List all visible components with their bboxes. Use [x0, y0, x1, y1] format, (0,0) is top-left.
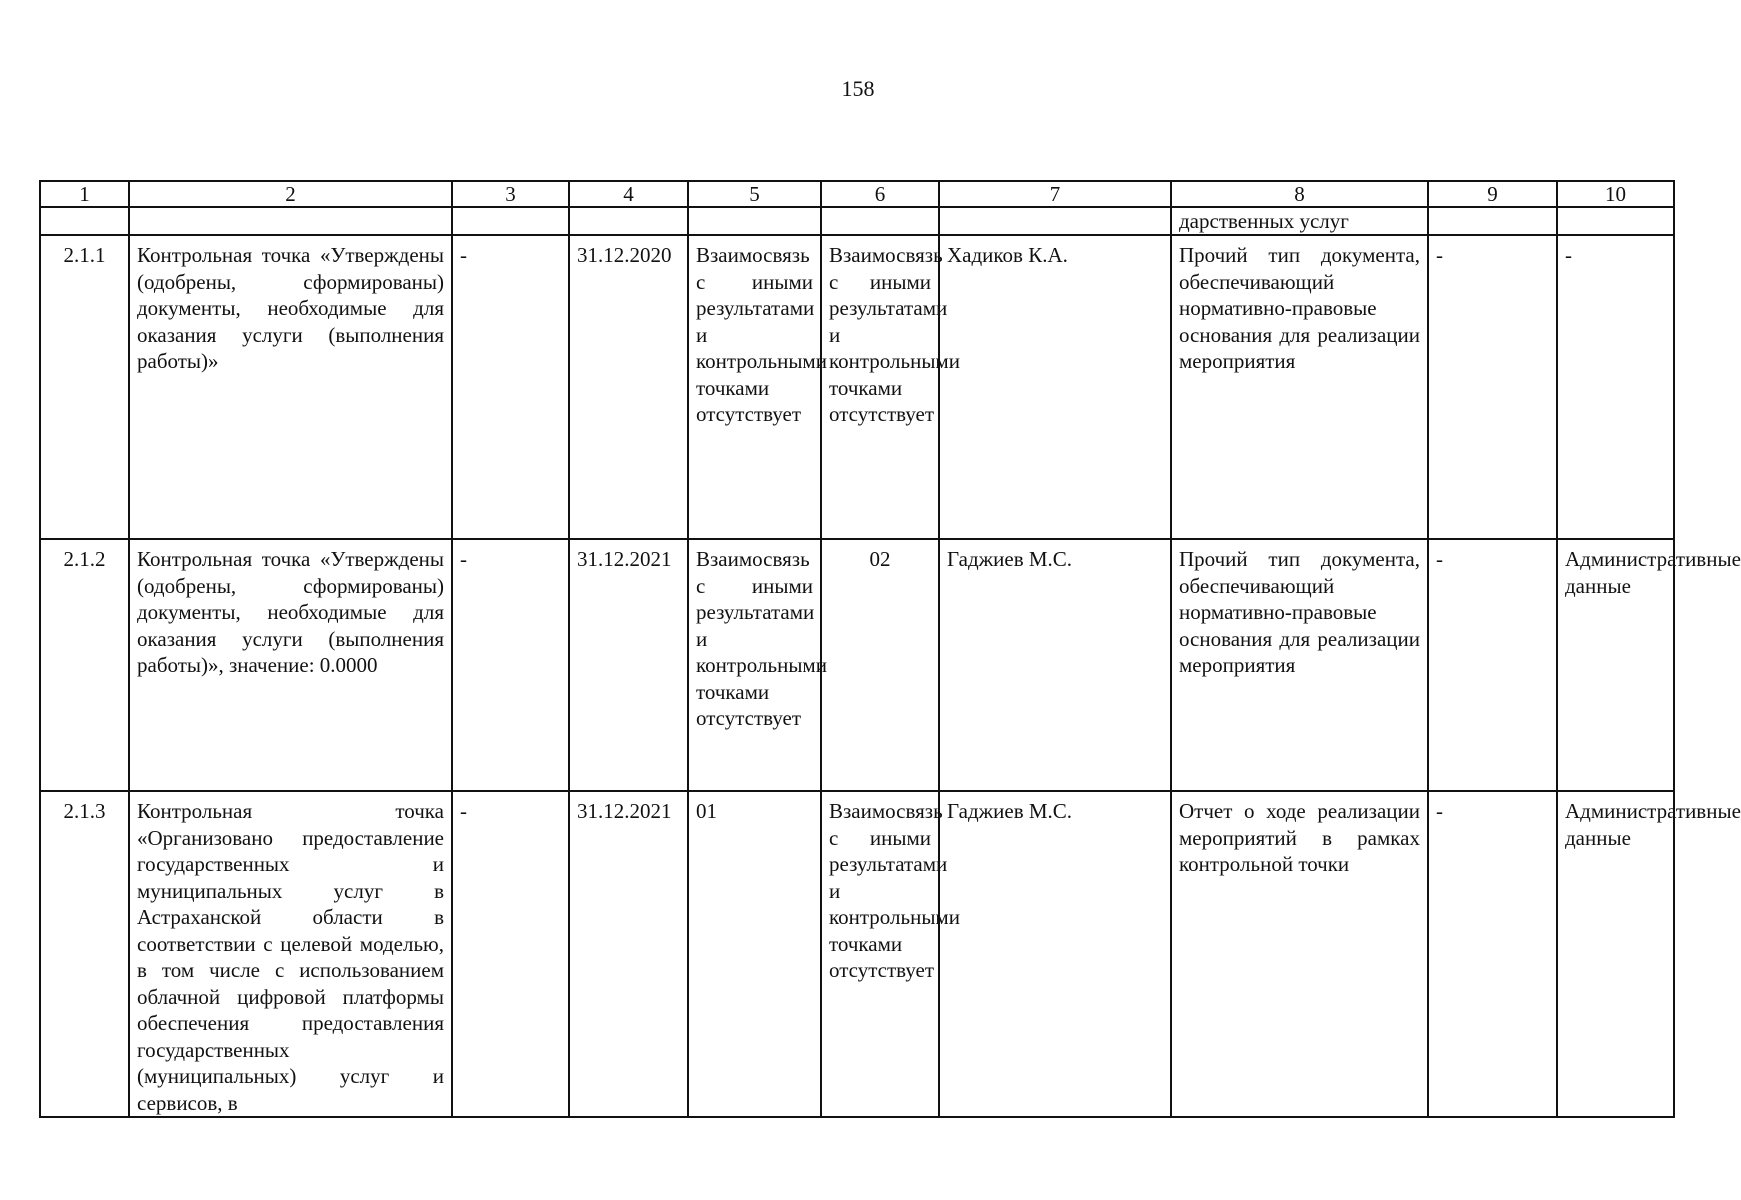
column-header: 8: [1171, 181, 1428, 207]
milestone-date: 31.12.2021: [569, 539, 688, 791]
table-cell: -: [452, 539, 569, 791]
milestone-date: 31.12.2021: [569, 791, 688, 1117]
column-header: 7: [939, 181, 1171, 207]
table-cell: [1428, 207, 1557, 235]
page-number: 158: [841, 76, 875, 101]
column-header: 5: [688, 181, 821, 207]
continuation-row: [40, 207, 1674, 235]
data-source: Административные данные: [1557, 539, 1674, 791]
milestone-date: 31.12.2020: [569, 235, 688, 539]
table-row: [40, 539, 1674, 791]
column-number-row: [40, 181, 1674, 207]
table-cell: 01: [688, 791, 821, 1117]
table-cell: Взаимосвязь с иными результатами и контрольными точками отсутствует: [688, 235, 821, 539]
milestone-name: Контрольная точка «Утверждены (одобрены, сформированы) документы, необходимые для оказания услуги (выполнения работы)»: [129, 235, 452, 539]
column-header: 10: [1557, 181, 1674, 207]
column-header: 4: [569, 181, 688, 207]
data-source: Административные данные: [1557, 791, 1674, 1117]
responsible-person: Хадиков К.А.: [939, 235, 1171, 539]
column-header: 3: [452, 181, 569, 207]
table-cell: дарственных услуг: [1171, 207, 1428, 235]
table-cell: -: [452, 791, 569, 1117]
column-header: 2: [129, 181, 452, 207]
table-cell: -: [1428, 235, 1557, 539]
plan-table: [39, 180, 1741, 1118]
milestone-name: Контрольная точка «Организовано предоставление государственных и муниципальных услуг в Астраханской области в соответствии с целевой моделью, в том числе с использованием облачной цифровой платформы обеспечения предоставления государственных (муниципальных) услуг и сервисов, в: [129, 791, 452, 1117]
document-type: Прочий тип документа, обеспечивающий нормативно-правовые основания для реализации мероприятия: [1171, 235, 1428, 539]
table-cell: Взаимосвязь с иными результатами и контрольными точками отсутствует: [821, 791, 939, 1117]
table-cell: -: [452, 235, 569, 539]
column-header: 1: [40, 181, 129, 207]
table-cell: [939, 207, 1171, 235]
table-cell: Взаимосвязь с иными результатами и контрольными точками отсутствует: [821, 235, 939, 539]
responsible-person: Гаджиев М.С.: [939, 791, 1171, 1117]
table-cell: [452, 207, 569, 235]
document-type: Прочий тип документа, обеспечивающий нормативно-правовые основания для реализации мероприятия: [1171, 539, 1428, 791]
table-cell: [821, 207, 939, 235]
table-cell: [688, 207, 821, 235]
table-cell: [40, 207, 129, 235]
table-cell: Взаимосвязь с иными результатами и контрольными точками отсутствует: [688, 539, 821, 791]
document-type: Отчет о ходе реализации мероприятий в рамках контрольной точки: [1171, 791, 1428, 1117]
table-cell: [569, 207, 688, 235]
table-cell: [1557, 207, 1674, 235]
table-cell: -: [1557, 235, 1674, 539]
table-cell: -: [1428, 539, 1557, 791]
table-row: [40, 791, 1674, 1117]
table-row: [40, 235, 1674, 539]
milestone-name: Контрольная точка «Утверждены (одобрены, сформированы) документы, необходимые для оказания услуги (выполнения работы)», значение: 0.0000: [129, 539, 452, 791]
table-cell: 02: [821, 539, 939, 791]
row-number: 2.1.2: [40, 539, 129, 791]
responsible-person: Гаджиев М.С.: [939, 539, 1171, 791]
table-cell: -: [1428, 791, 1557, 1117]
row-number: 2.1.3: [40, 791, 129, 1117]
row-number: 2.1.1: [40, 235, 129, 539]
column-header: 6: [821, 181, 939, 207]
table-cell: [129, 207, 452, 235]
column-header: 9: [1428, 181, 1557, 207]
